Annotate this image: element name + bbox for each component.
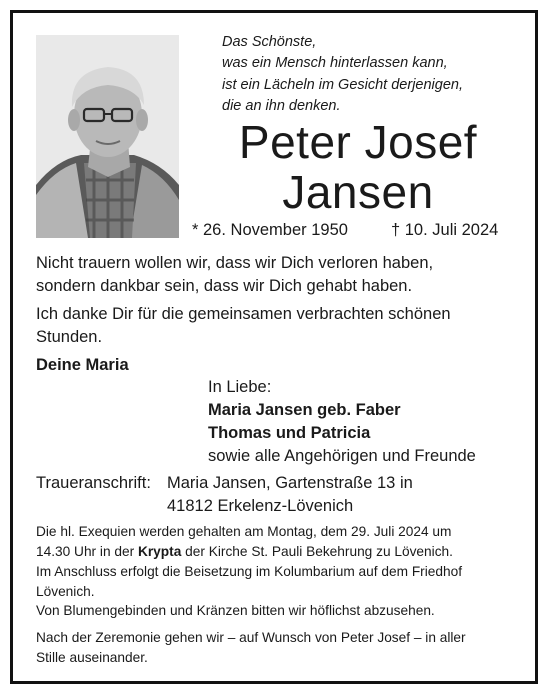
exequies-line: Lövenich. (36, 584, 95, 599)
signature: Deine Maria (36, 356, 129, 374)
farewell-text-line: sondern dankbar sein, dass wir Dich gehabt haben. (36, 277, 413, 295)
quote-line: Das Schönste, (222, 34, 317, 50)
quote-line: die an ihn denken. (222, 97, 341, 114)
mourner-name: Maria Jansen geb. Faber (208, 401, 401, 419)
death-date: † 10. Juli 2024 (391, 221, 499, 239)
deceased-last-name: Jansen (282, 166, 434, 218)
address-line-2: 41812 Erkelenz-Lövenich (167, 497, 354, 515)
birth-date: * 26. November 1950 (192, 221, 348, 239)
mourners-intro: In Liebe: (208, 378, 272, 396)
portrait-photo (36, 35, 179, 238)
thanks-text-line: Ich danke Dir für die gemeinsamen verbrachten schönen (36, 305, 451, 323)
closing-line: Stille auseinander. (36, 650, 148, 665)
exequies-line: Im Anschluss erfolgt die Beisetzung im Kolumbarium auf dem Friedhof (36, 564, 463, 579)
quote (222, 32, 463, 117)
exequies-line: Die hl. Exequien werden gehalten am Montag, dem 29. Juli 2024 um (36, 524, 452, 539)
address-line-1: Maria Jansen, Gartenstraße 13 in (167, 474, 413, 492)
crypt-location: Krypta (137, 544, 182, 559)
mourner-name: Thomas und Patricia (208, 424, 371, 442)
portrait-image (36, 35, 179, 238)
quote-line: ist ein Lächeln im Gesicht derjenigen, (222, 76, 463, 93)
exequies-line: 14.30 Uhr in der Krypta der Kirche St. Pauli Bekehrung zu Lövenich. (36, 544, 453, 559)
closing-line: Nach der Zeremonie gehen wir – auf Wunsch von Peter Josef – in aller (36, 630, 466, 645)
farewell-text-line: Nicht trauern wollen wir, dass wir Dich verloren haben, (36, 254, 434, 272)
flowers-note: Von Blumengebinden und Kränzen bitten wir höflichst abzusehen. (36, 603, 435, 618)
address-label: Traueranschrift: (36, 474, 151, 492)
deceased-first-name: Peter Josef (238, 116, 478, 168)
mourners-others: sowie alle Angehörigen und Freunde (208, 447, 476, 465)
quote-line: was ein Mensch hinterlassen kann, (222, 55, 448, 72)
thanks-text-line: Stunden. (36, 328, 103, 346)
